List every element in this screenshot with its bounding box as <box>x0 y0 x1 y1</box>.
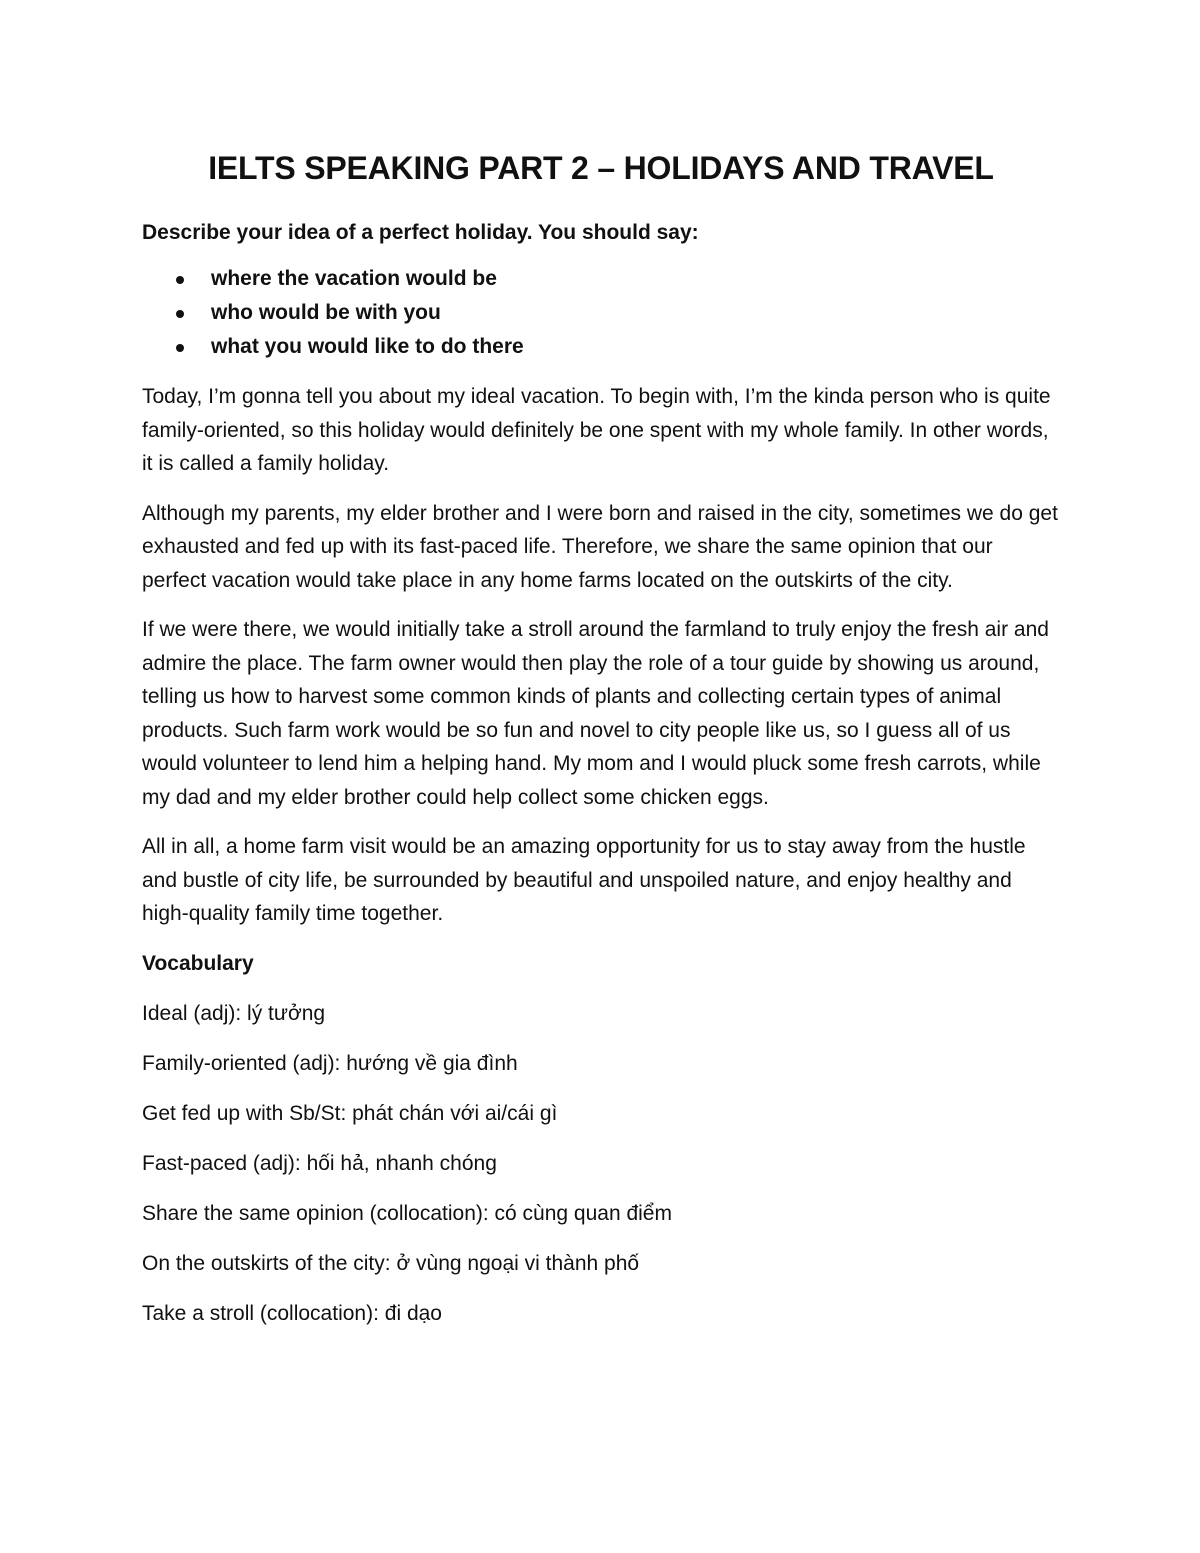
cue-text: what you would like to do there <box>211 335 524 358</box>
vocabulary-item: Family-oriented (adj): hướng về gia đình <box>142 1051 518 1075</box>
cue-item <box>142 330 1060 364</box>
vocabulary-heading: Vocabulary <box>142 951 254 975</box>
bullet-icon <box>176 310 184 318</box>
cue-text: where the vacation would be <box>211 267 497 290</box>
vocabulary-item: Fast-paced (adj): hối hả, nhanh chóng <box>142 1151 497 1175</box>
answer-paragraph: Although my parents, my elder brother and I were born and raised in the city, sometimes we do get exhausted and fed up with its fast-paced life. Therefore, we share the same opinion that our perfect vacation would take place in any home farms located on the outskirts of the city. <box>142 501 1058 592</box>
vocabulary-list <box>142 997 1060 1331</box>
bullet-icon <box>176 344 184 352</box>
vocabulary-item: Take a stroll (collocation): đi dạo <box>142 1301 442 1325</box>
vocabulary-item: On the outskirts of the city: ở vùng ngoại vi thành phố <box>142 1251 640 1275</box>
vocabulary-item: Get fed up with Sb/St: phát chán với ai/cái gì <box>142 1101 558 1125</box>
document-title: IELTS SPEAKING PART 2 – HOLIDAYS AND TRAVEL <box>208 150 994 186</box>
cue-text: who would be with you <box>211 301 441 324</box>
vocabulary-item: Ideal (adj): lý tưởng <box>142 1001 326 1025</box>
answer-paragraph: All in all, a home farm visit would be an amazing opportunity for us to stay away from the hustle and bustle of city life, be surrounded by beautiful and unspoiled nature, and enjoy healthy and high-quality family time together. <box>142 835 1026 925</box>
task-prompt: Describe your idea of a perfect holiday. You should say: <box>142 221 699 244</box>
cue-item <box>142 262 1060 296</box>
cue-item <box>142 296 1060 330</box>
answer-paragraph: Today, I’m gonna tell you about my ideal vacation. To begin with, I’m the kinda person who is quite family-oriented, so this holiday would definitely be one spent with my whole family. In other words, it is called a family holiday. <box>142 385 1051 475</box>
answer-paragraph: If we were there, we would initially take a stroll around the farmland to truly enjoy the fresh air and admire the place. The farm owner would then play the role of a tour guide by showing us around, telling us how to harvest some common kinds of plants and collecting certain types of animal products. Such farm work would be so fun and novel to city people like us, so I guess all of us would volunteer to lend him a helping hand. My mom and I would pluck some fresh carrots, while my dad and my elder brother could help collect some chicken eggs. <box>142 618 1049 809</box>
vocabulary-item: Share the same opinion (collocation): có cùng quan điểm <box>142 1201 672 1225</box>
cue-list <box>142 262 1060 364</box>
bullet-icon <box>176 276 184 284</box>
